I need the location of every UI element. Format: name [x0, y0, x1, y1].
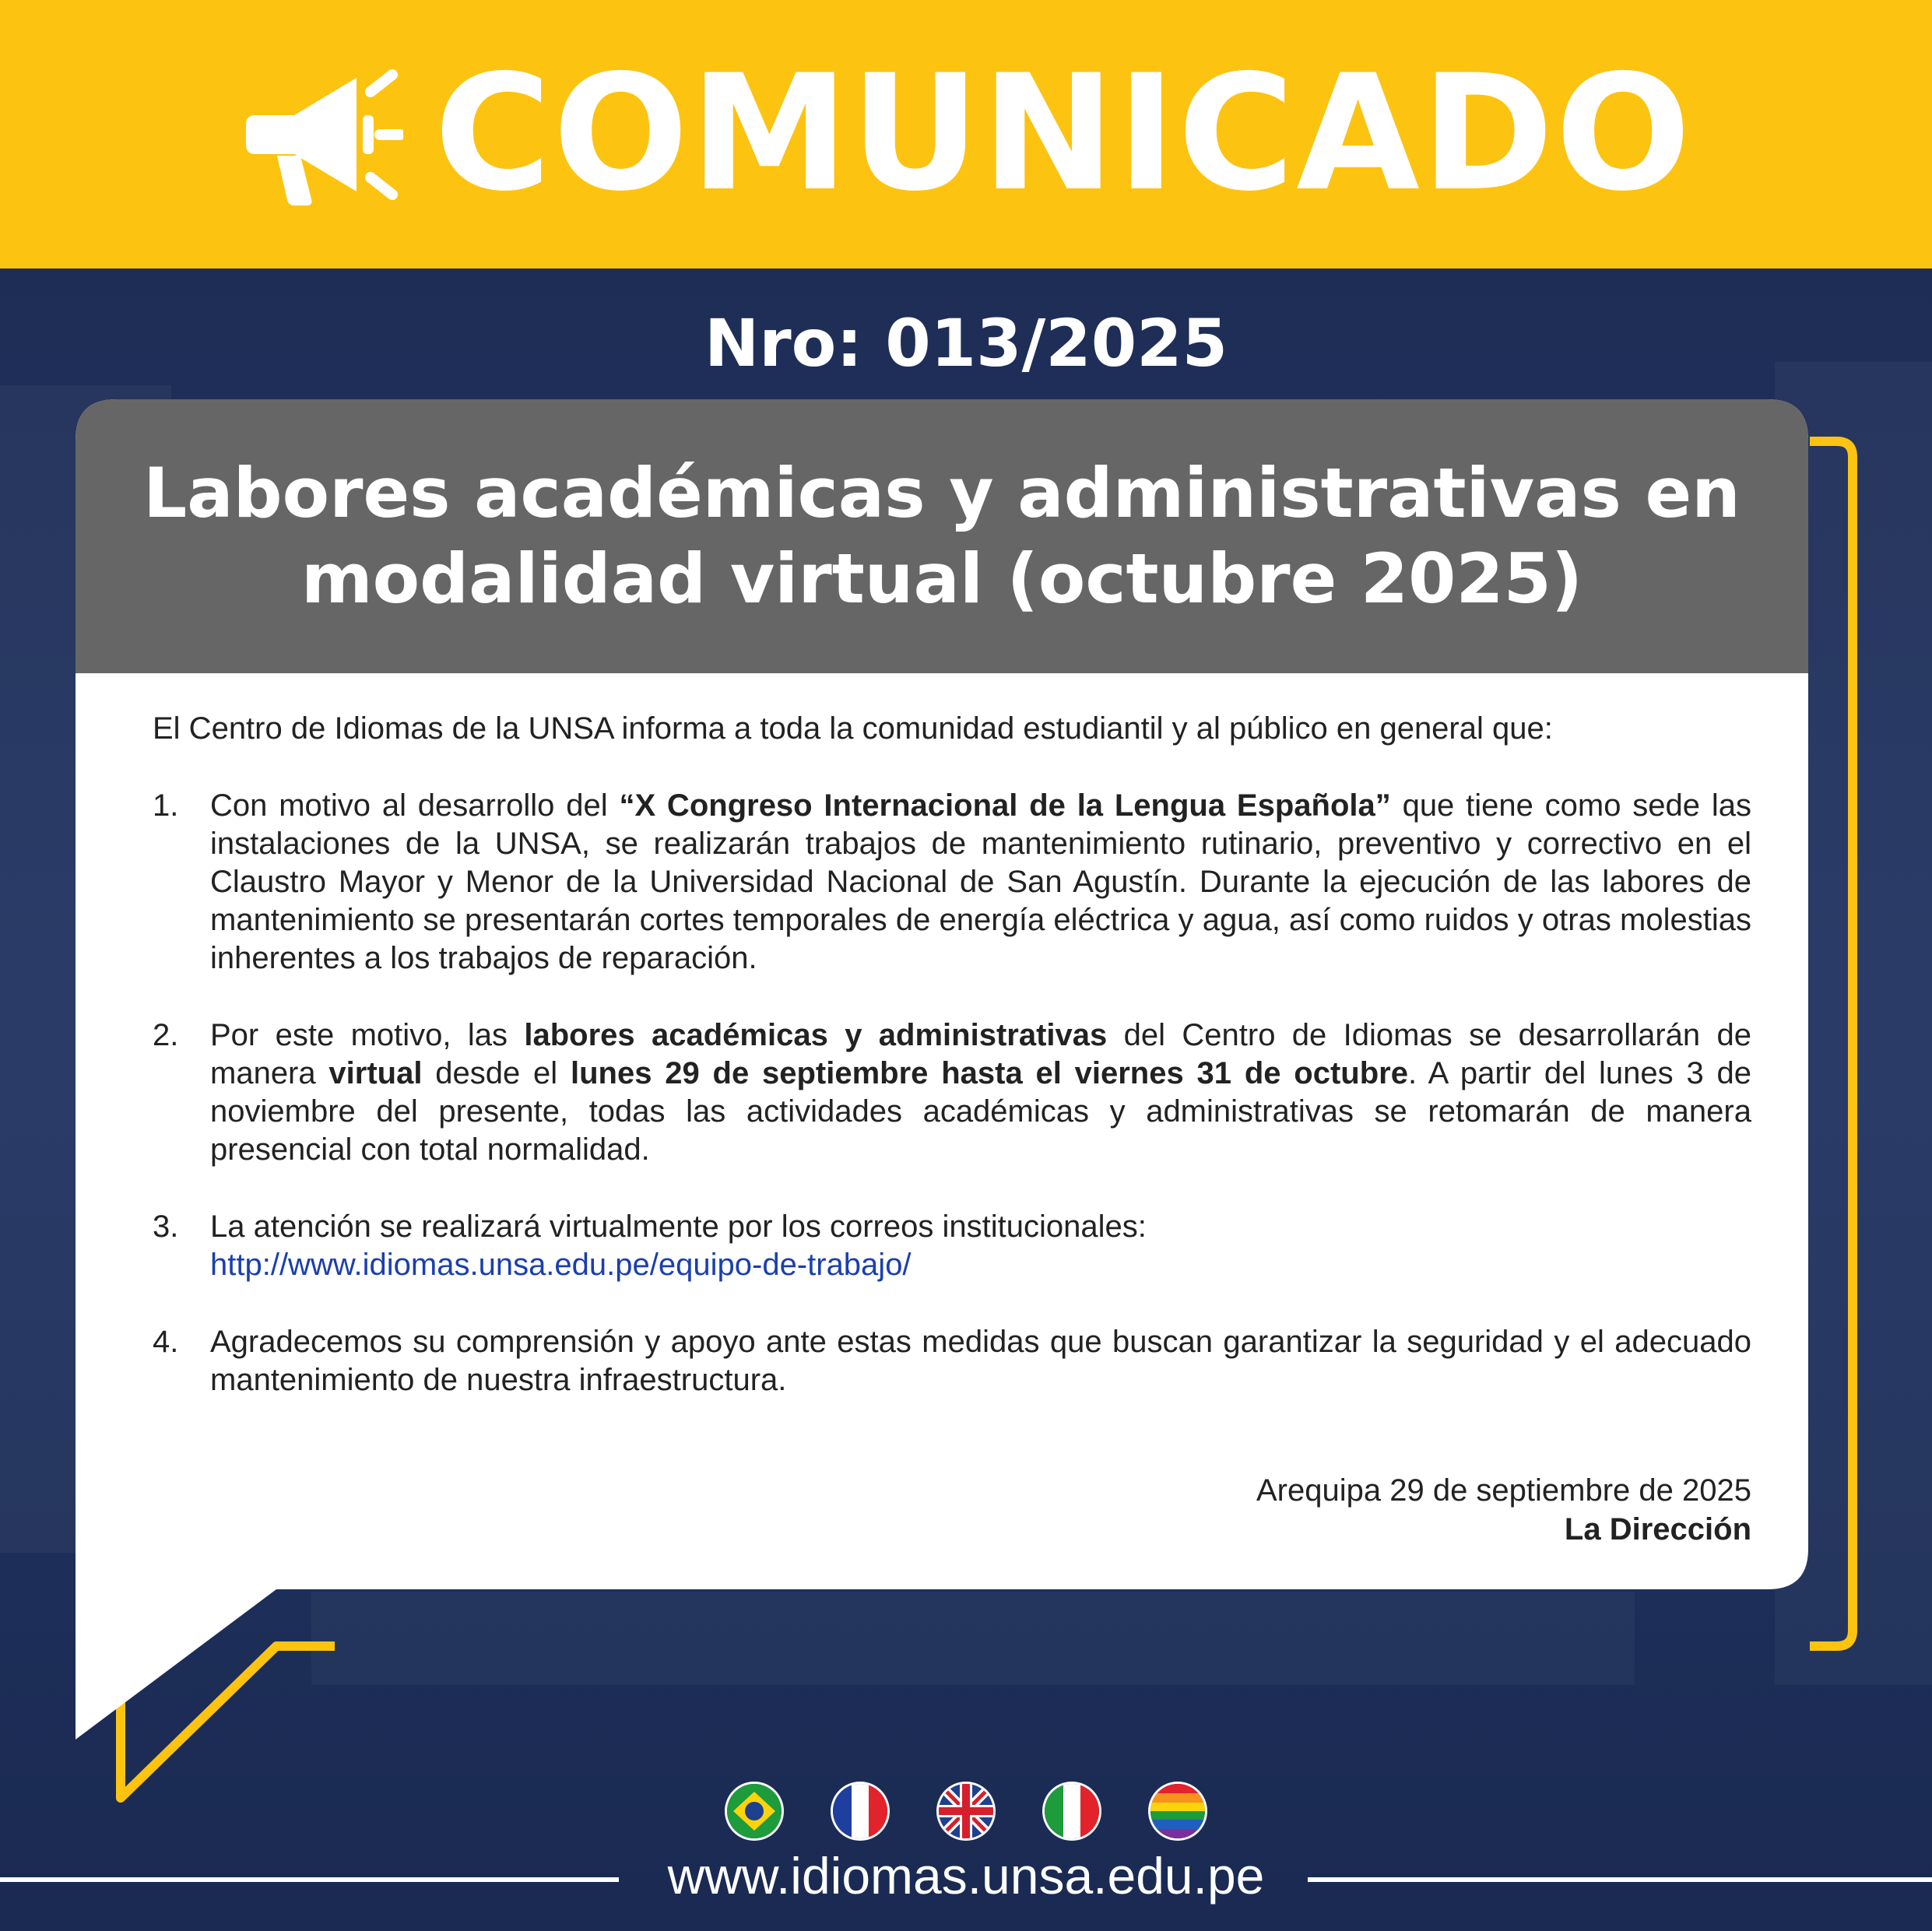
- rainbow-flag-icon: [1150, 1784, 1205, 1838]
- body-text: desde el: [422, 1056, 571, 1090]
- announcement-title: [76, 399, 1808, 673]
- list-number: 3.: [153, 1210, 179, 1244]
- list-item: [153, 1208, 1751, 1284]
- uk-flag-icon: [939, 1784, 993, 1838]
- title-line-1: Labores académicas y administrativas en: [143, 453, 1741, 533]
- list-item: [153, 1323, 1751, 1399]
- signature: [1256, 1471, 1751, 1549]
- language-flags: [0, 1784, 1932, 1838]
- italy-flag-icon: [1045, 1784, 1099, 1838]
- body-text: La atención se realizará virtualmente por los correos institucionales:: [210, 1210, 1147, 1244]
- signer: La Dirección: [1564, 1512, 1751, 1547]
- intro-text: El Centro de Idiomas de la UNSA informa a toda la comunidad estudiantil y al público en general que:: [153, 711, 1553, 746]
- list-number: 1.: [153, 788, 179, 823]
- body-text: Agradecemos su comprensión y apoyo ante estas medidas que buscan garantizar la seguridad y el adecuado mantenimiento de nuestra infraestructura.: [210, 1325, 1751, 1397]
- bold-text: virtual: [328, 1056, 423, 1090]
- france-flag-icon: [833, 1784, 887, 1838]
- list-number: 2.: [153, 1018, 179, 1052]
- announcement-body: [153, 710, 1751, 1438]
- list-item: [153, 787, 1751, 978]
- link-equipo-de-trabajo[interactable]: http://www.idiomas.unsa.edu.pe/equipo-de-trabajo/: [210, 1248, 912, 1282]
- body-text: . A partir del lunes 3 de noviembre del presente, todas las actividades académicas y administrativas se retomarán de manera presencial con total normalidad.: [210, 1056, 1751, 1167]
- brazil-flag-icon: [727, 1784, 782, 1838]
- title-line-2: modalidad virtual (octubre 2025): [300, 539, 1583, 619]
- header-title: COMUNICADO: [434, 41, 1693, 226]
- body-text: Con motivo al desarrollo del: [210, 788, 620, 823]
- numbered-list: [153, 787, 1751, 1399]
- footer-website[interactable]: www.idiomas.unsa.edu.pe: [667, 1847, 1265, 1905]
- list-number: 4.: [153, 1325, 179, 1359]
- body-text: que tiene como sede las instalaciones de la UNSA, se realizarán trabajos de mantenimiento rutinario, preventivo y correctivo en el Claustro Mayor y Menor de la Universidad Nacional de San Agustín. Durante la ejecución de las labores de mantenimiento se presentarán cortes temporales de energía eléctrica y agua, así como ruidos y otras molestias inherentes a los trabajos de reparación.: [210, 788, 1751, 975]
- communique-number: Nro: 013/2025: [704, 305, 1228, 381]
- bold-text: labores académicas y administrativas: [524, 1018, 1108, 1052]
- place-date: Arequipa 29 de septiembre de 2025: [1256, 1473, 1751, 1508]
- body-text: Por este motivo, las: [210, 1018, 525, 1052]
- list-item: [153, 1016, 1751, 1169]
- body-text: del Centro de Idiomas se desarrollarán de manera: [210, 1018, 1751, 1090]
- bold-text: lunes 29 de septiembre hasta el viernes 31 de octubre: [570, 1056, 1408, 1090]
- bold-text: “X Congreso Internacional de la Lengua Española”: [619, 788, 1391, 823]
